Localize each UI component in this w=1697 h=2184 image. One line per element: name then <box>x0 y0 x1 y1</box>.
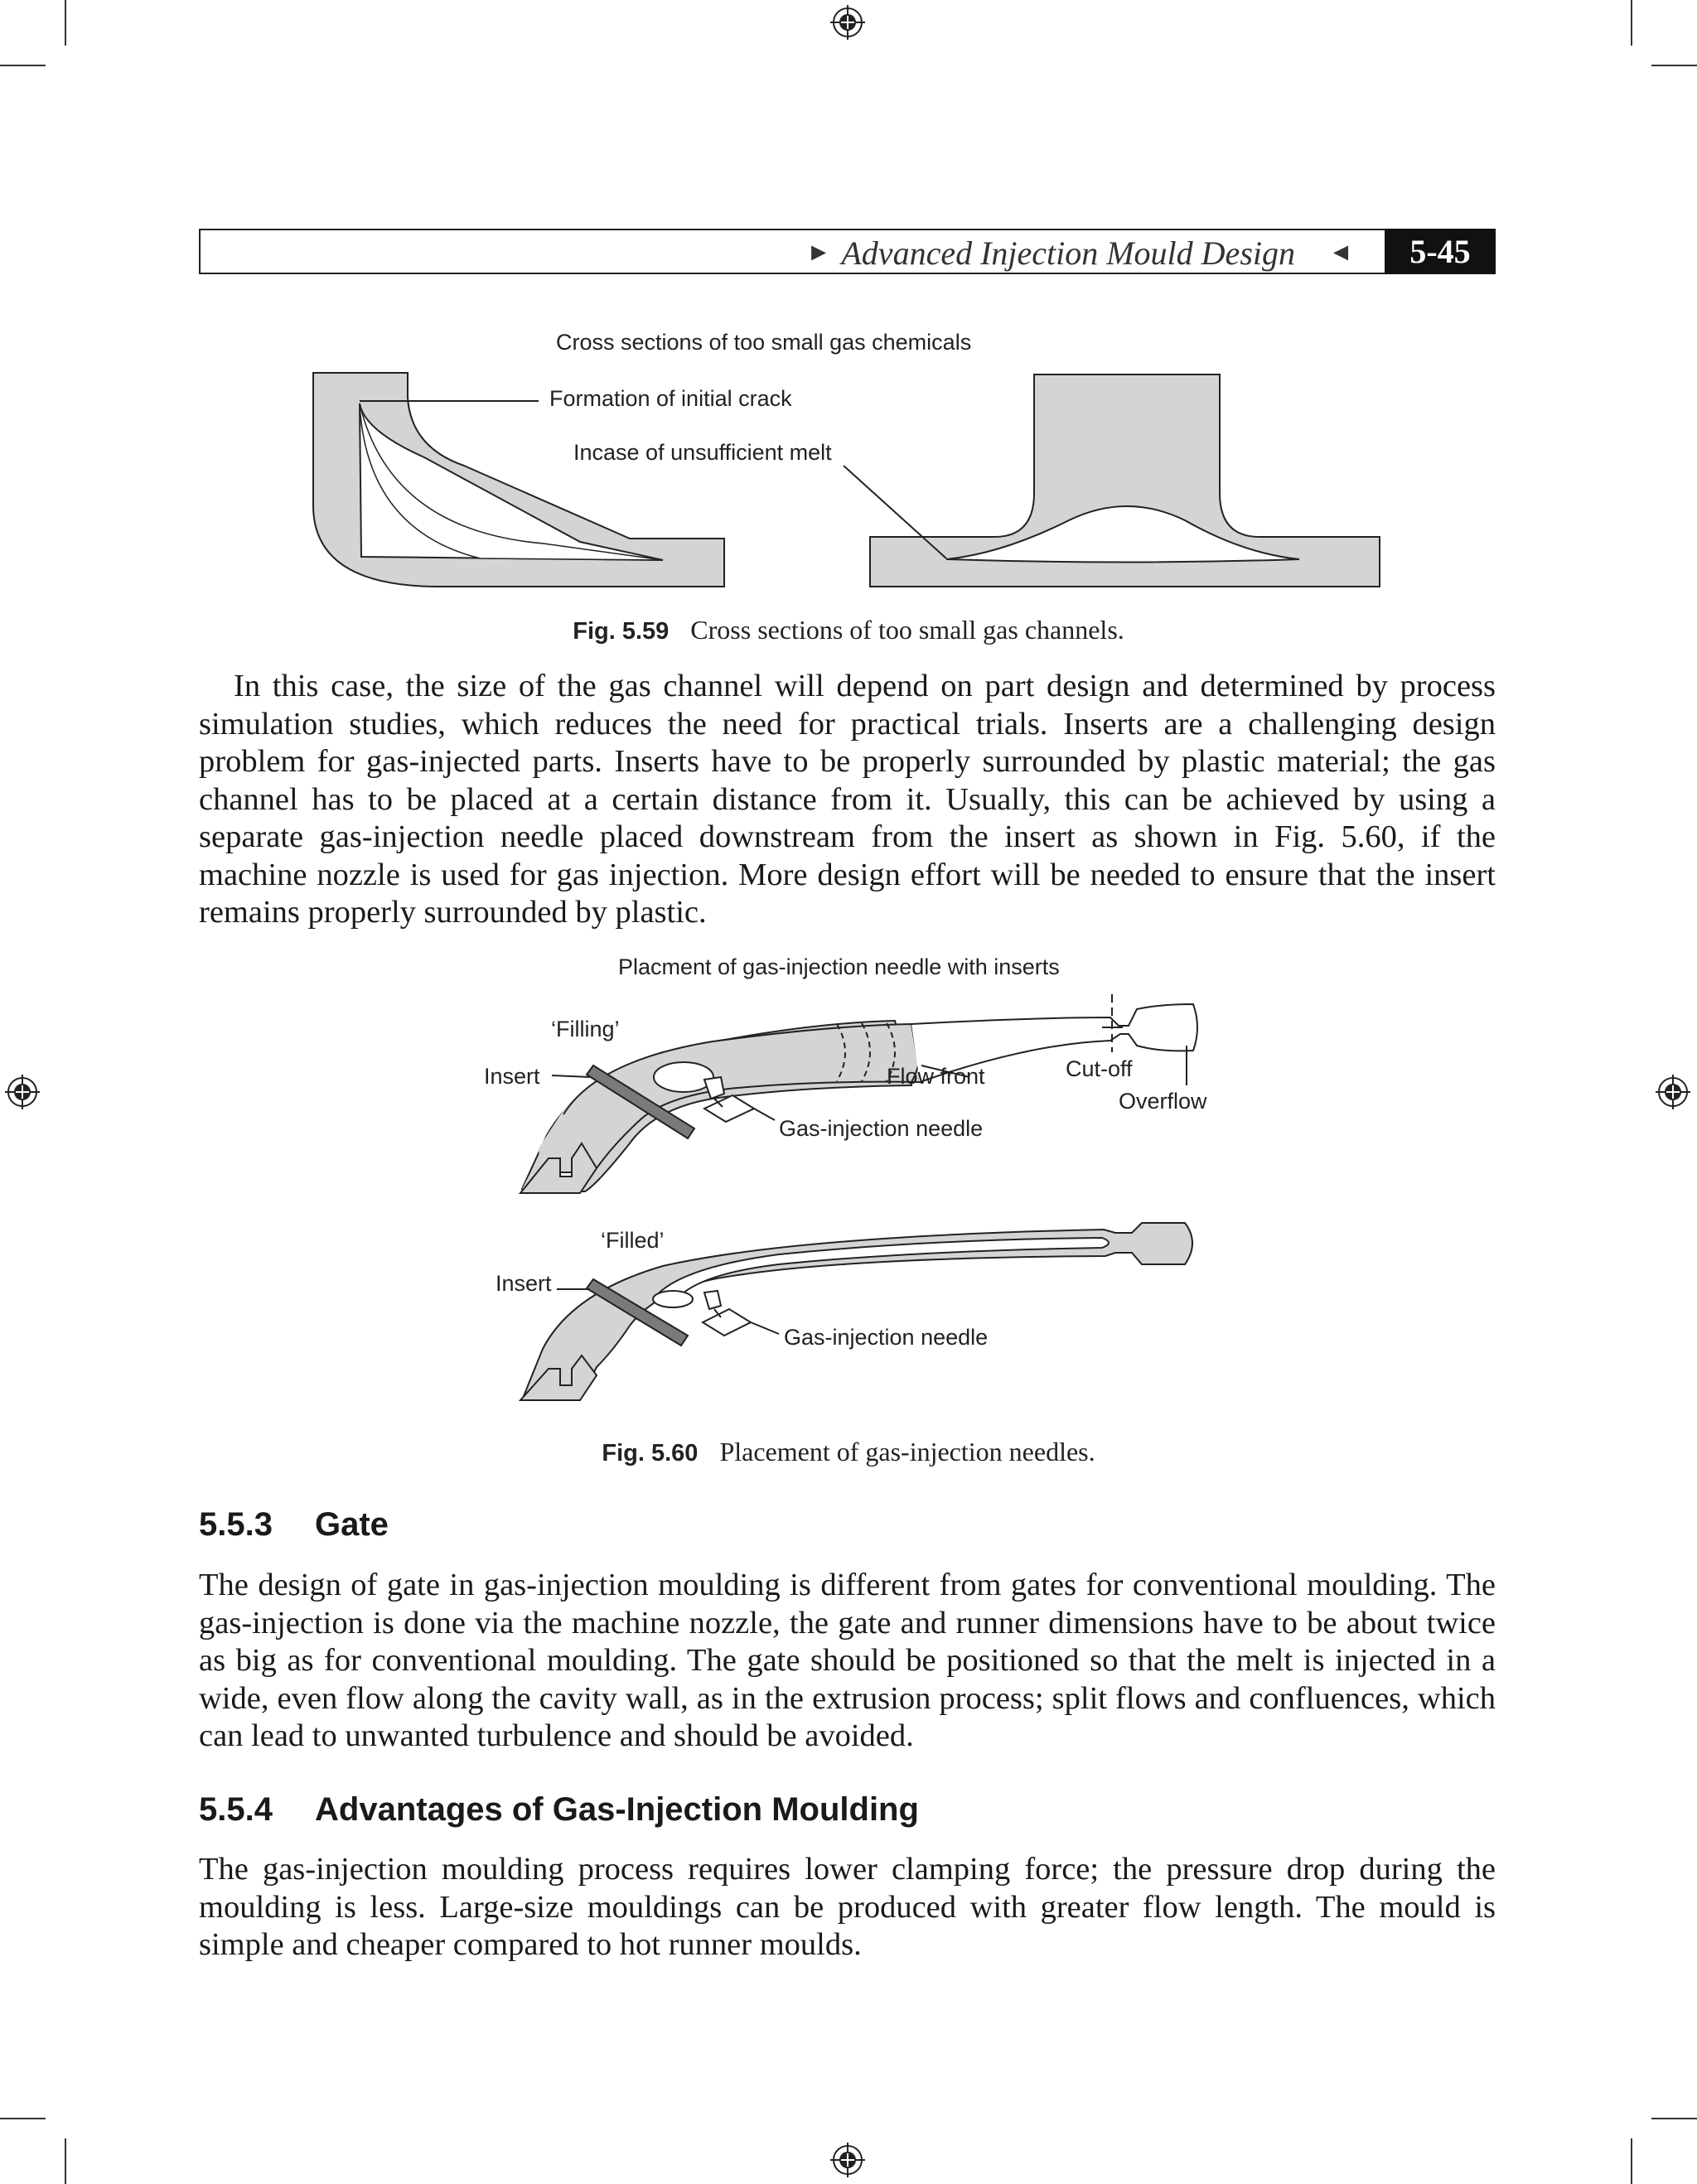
section-number: 5.5.4 <box>199 1791 273 1828</box>
crop-mark <box>1651 2118 1697 2119</box>
figure-5-59-number: Fig. 5.59 <box>573 618 670 645</box>
section-title: Gate <box>315 1506 389 1543</box>
label-insert-top: Insert <box>484 1064 540 1089</box>
figure-5-60-number: Fig. 5.60 <box>602 1440 699 1466</box>
label-filled: ‘Filled’ <box>601 1228 665 1253</box>
label-needle-bottom: Gas-injection needle <box>784 1325 989 1350</box>
crop-mark <box>65 0 66 46</box>
section-title: Advantages of Gas-Injection Moulding <box>315 1791 919 1828</box>
label-overflow: Overflow <box>1119 1089 1207 1114</box>
figure-5-59-caption <box>0 615 1697 645</box>
running-header-title: Advanced Injection Mould Design <box>841 234 1295 272</box>
crop-mark <box>1631 0 1632 46</box>
header-arrow-left-icon: ► <box>806 239 831 266</box>
label-insufficient-melt: Incase of unsufficient melt <box>573 440 832 465</box>
registration-mark-icon <box>830 2143 865 2177</box>
figure-5-59-drawing <box>0 315 1697 597</box>
crop-mark <box>0 65 46 66</box>
figure-5-60-caption-text: Placement of gas-injection needles. <box>719 1437 1095 1466</box>
figure-5-60-caption <box>0 1437 1697 1467</box>
label-needle-top: Gas-injection needle <box>779 1116 984 1141</box>
section-5-5-3-body: The design of gate in gas-injection moulding is different from gates for conventional moulding. The gas-injection is done via the machine nozzle, the gate and runner dimensions have to be about twice as big as for conventional moulding. The gate should be positioned so that the melt is injected in a wide, even flow along the cavity wall, as in the extrusion process; split flows and confluences, which can lead to unwanted turbulence and should be avoided. <box>199 1568 1496 1753</box>
crop-mark <box>1631 2138 1632 2184</box>
figure-5-60-title: Placment of gas-injection needle with inserts <box>618 954 1060 979</box>
registration-mark-icon <box>830 5 865 40</box>
figure-5-60-drawing <box>0 986 1697 1417</box>
label-filling: ‘Filling’ <box>551 1017 620 1041</box>
label-insert-bottom: Insert <box>496 1271 552 1296</box>
page-number: 5-45 <box>1385 229 1496 274</box>
section-5-5-4-body: The gas-injection moulding process requires lower clamping force; the pressure drop during the moulding is less. Large-size mouldings can be produced with greater flow length. The mould is simple and cheaper compared to hot runner moulds. <box>199 1852 1496 1962</box>
label-cut-off: Cut-off <box>1066 1056 1133 1081</box>
crop-mark <box>0 2118 46 2119</box>
filled-gas-channel <box>655 1238 1109 1301</box>
top-gas-bubble <box>654 1062 713 1092</box>
body-paragraph: In this case, the size of the gas channel will depend on part design and determined by process simulation studies, which reduces the need for practical trials. Inserts are a challenging design problem for gas-injected parts. Inserts have to be properly surrounded by plastic material; the gas channel has to be placed at a certain distance from it. Usually, this can be achieved by using a separate gas-injection needle placed downstream from the insert as shown in Fig. 5.60, if the machine nozzle is used for gas injection. More design effort will be needed to ensure that the insert remains properly surrounded by plastic. <box>199 669 1496 930</box>
label-initial-crack: Formation of initial crack <box>549 386 792 411</box>
figure-5-59-caption-text: Cross sections of too small gas channels. <box>690 615 1124 645</box>
crop-mark <box>1651 65 1697 66</box>
figure-5-59-title: Cross sections of too small gas chemicals <box>556 330 972 355</box>
header-arrow-right-icon: ◄ <box>1328 239 1353 266</box>
section-heading-5-5-4 <box>199 1791 919 1829</box>
section-heading-5-5-3 <box>199 1506 389 1544</box>
crop-mark <box>65 2138 66 2184</box>
section-number: 5.5.3 <box>199 1506 273 1543</box>
right-gas-bubble <box>946 506 1299 563</box>
bottom-needle <box>704 1291 721 1309</box>
label-flow-front: Flow front <box>887 1064 985 1089</box>
running-header <box>199 229 1496 274</box>
